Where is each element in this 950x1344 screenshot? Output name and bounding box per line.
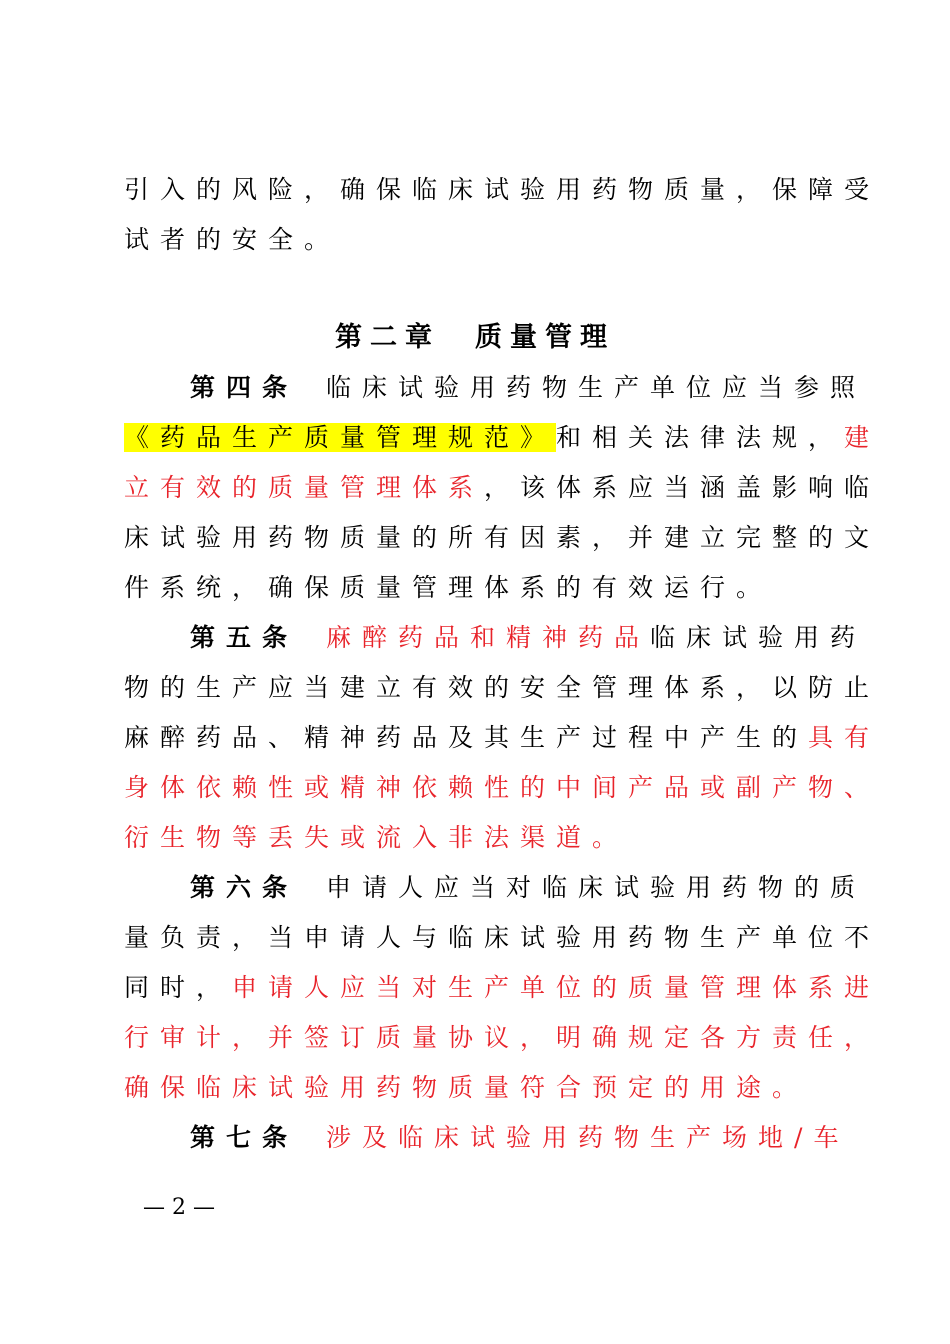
article4-red-2: 建	[844, 423, 881, 452]
article6-line-4: 行审计，并签订质量协议，明确规定各方责任，	[124, 1023, 881, 1052]
article5-line-4: 身体依赖性或精神依赖性的中间产品或副产物、	[124, 773, 881, 802]
article5-red-1: 麻醉药品和精神药品	[326, 623, 651, 652]
article6-line-1	[190, 870, 867, 906]
intro-line-2: 试者的安全。	[124, 225, 341, 254]
article6-text-3: 同时，	[124, 973, 233, 1002]
intro-line-1: 引入的风险，确保临床试验用药物质量，保障受	[124, 175, 881, 204]
article4-text-2: 和相关法律法规，	[556, 423, 845, 452]
page-number: — 2 —	[143, 1195, 215, 1220]
article4-line-5: 件系统，确保质量管理体系的有效运行。	[124, 573, 773, 602]
article6-line-5: 确保临床试验用药物质量符合预定的用途。	[124, 1073, 809, 1102]
article4-line-4: 床试验用药物质量的所有因素，并建立完整的文	[124, 523, 881, 552]
article7-red-1: 涉及临床试验用药物生产场地/车	[326, 1123, 850, 1152]
article4-red-3: 立有效的质量管理体系	[124, 473, 485, 502]
article4-text-3: ，该体系应当涵盖影响临	[484, 473, 881, 502]
article4-line-2	[124, 420, 881, 456]
article4-line-1	[190, 370, 867, 406]
article5-label: 第五条	[190, 623, 299, 652]
article6-line-2: 量负责，当申请人与临床试验用药物生产单位不	[124, 923, 881, 952]
article5-line-2: 物的生产应当建立有效的安全管理体系，以防止	[124, 673, 881, 702]
article5-text-1: 临床试验用药	[650, 623, 867, 652]
article5-red-3: 具有	[808, 723, 881, 752]
article4-text-1: 临床试验用药物生产单位应当参照	[326, 373, 867, 402]
article6-label: 第六条	[190, 873, 299, 902]
chapter-title: 第二章 质量管理	[335, 322, 615, 353]
article5-line-5: 衍生物等丢失或流入非法渠道。	[124, 823, 629, 852]
article6-line-3	[124, 970, 881, 1006]
article6-red-3: 申请人应当对生产单位的质量管理体系进	[232, 973, 881, 1002]
article5-line-1	[190, 620, 867, 656]
article6-text-1: 申请人应当对临床试验用药物的质	[326, 873, 867, 902]
article4-line-3	[124, 470, 881, 506]
article4-highlight: 《药品生产质量管理规范》	[124, 423, 557, 452]
article4-label: 第四条	[190, 373, 299, 402]
article5-line-3	[124, 720, 881, 756]
article5-text-3: 麻醉药品、精神药品及其生产过程中产生的	[124, 723, 809, 752]
article7-line-1	[190, 1120, 850, 1156]
article7-label: 第七条	[190, 1123, 299, 1152]
